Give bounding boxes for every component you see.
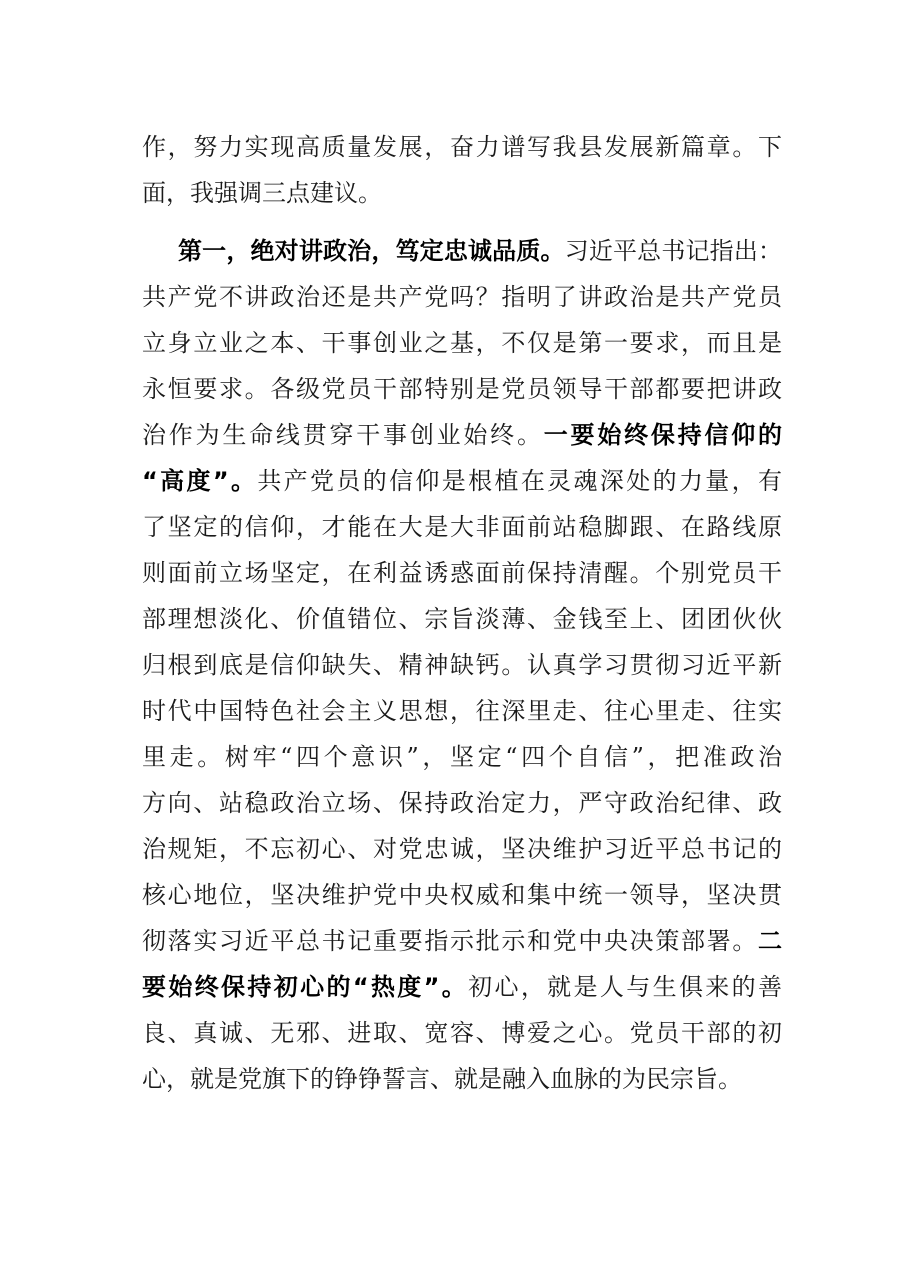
text-line <box>142 1056 782 1102</box>
text-line <box>142 504 782 550</box>
document-body <box>142 124 782 1102</box>
body-text: 永恒要求。各级党员干部特别是党员领导干部都要把讲政 <box>142 375 782 403</box>
body-text: 心，就是党旗下的铮铮誓言、就是融入血脉的为民宗旨。 <box>142 1065 742 1093</box>
body-text: 核心地位，坚决维护党中央权威和集中统一领导，坚决贯 <box>142 881 782 909</box>
body-text: 习近平总书记指出： <box>564 237 783 265</box>
text-line <box>142 826 782 872</box>
paragraph-2 <box>142 228 782 1102</box>
text-line <box>142 734 782 780</box>
body-text: 彻落实习近平总书记重要指示批示和党中央决策部署。 <box>142 927 758 955</box>
body-text: 共产党不讲政治还是共产党吗？指明了讲政治是共产党员 <box>142 283 782 311</box>
text-line <box>142 596 782 642</box>
body-text: 归根到底是信仰缺失、精神缺钙。认真学习贯彻习近平新 <box>142 651 782 679</box>
body-text: 共产党员的信仰是根植在灵魂深处的力量，有 <box>257 467 783 495</box>
text-line <box>142 124 782 170</box>
paragraph-1 <box>142 124 782 216</box>
body-text: 良、真诚、无邪、进取、宽容、博爱之心。党员干部的初 <box>142 1019 782 1047</box>
body-text: 部理想淡化、价值错位、宗旨淡薄、金钱至上、团团伙伙 <box>142 605 782 633</box>
paragraph-gap <box>142 216 782 228</box>
text-line <box>142 170 782 216</box>
text-line <box>142 550 782 596</box>
body-text: 立身立业之本、干事创业之基，不仅是第一要求，而且是 <box>142 329 782 357</box>
text-line <box>142 458 782 504</box>
body-text: 则面前立场坚定，在利益诱惑面前保持清醒。个别党员干 <box>142 559 782 587</box>
bold-heading-text: “高度”。 <box>142 467 258 495</box>
body-text: 作，努力实现高质量发展，奋力谱写我县发展新篇章。下 <box>142 133 782 161</box>
bold-heading-text: 二 <box>758 927 782 955</box>
text-line <box>142 872 782 918</box>
text-line <box>142 688 782 734</box>
bold-heading-text: 一要始终保持信仰的 <box>543 421 783 449</box>
text-line <box>142 1010 782 1056</box>
body-text: 里走。树牢“四个意识”，坚定“四个自信”，把准政治 <box>142 743 782 771</box>
body-text: 初心，就是人与生俱来的善 <box>468 973 782 1001</box>
body-text: 时代中国特色社会主义思想，往深里走、往心里走、往实 <box>142 697 782 725</box>
text-line <box>142 320 782 366</box>
bold-heading-text: 第一，绝对讲政治，笃定忠诚品质。 <box>178 237 565 265</box>
body-text: 面，我强调三点建议。 <box>142 179 382 207</box>
text-line <box>142 412 782 458</box>
text-line <box>142 964 782 1010</box>
body-text: 方向、站稳政治立场、保持政治定力，严守政治纪律、政 <box>142 789 782 817</box>
body-text: 治规矩，不忘初心、对党忠诚，坚决维护习近平总书记的 <box>142 835 782 863</box>
text-line <box>142 780 782 826</box>
text-line <box>142 366 782 412</box>
text-line <box>142 274 782 320</box>
body-text: 治作为生命线贯穿干事创业始终。 <box>142 421 544 449</box>
text-line <box>142 642 782 688</box>
text-line <box>142 918 782 964</box>
bold-heading-text: 要始终保持初心的“热度”。 <box>142 973 469 1001</box>
text-line <box>142 228 782 274</box>
body-text: 了坚定的信仰，才能在大是大非面前站稳脚跟、在路线原 <box>142 513 782 541</box>
